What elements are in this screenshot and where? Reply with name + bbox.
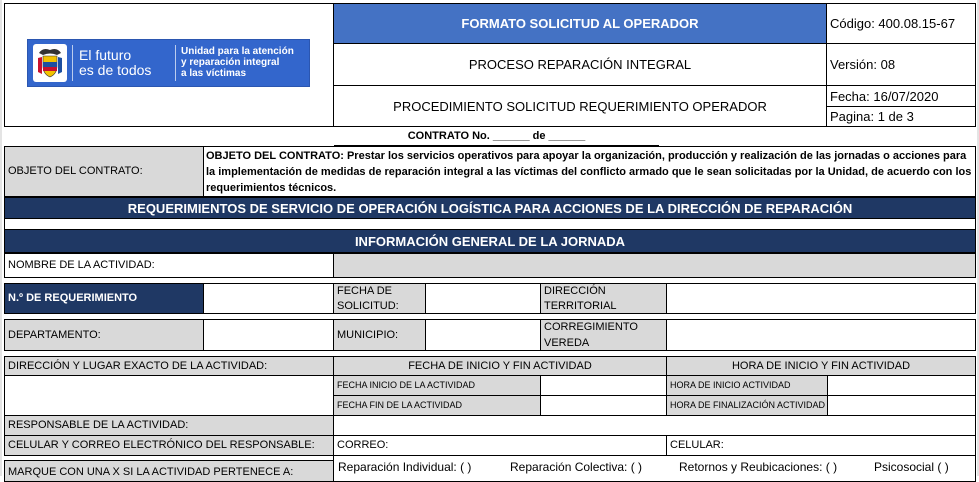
email-label: CORREO: bbox=[337, 439, 389, 451]
contract-object-value: OBJETO DEL CONTRATO: Prestar los servicios operativos para apoyar la organización, producción y realización de las jornadas o acciones para la implementación de medidas de reparación integral a las víctimas del conflicto armado que le sean solicitadas por la Unidad, de acuerdo con los requerimientos técnicos. bbox=[206, 150, 972, 194]
logo-banner bbox=[27, 39, 310, 87]
township-field[interactable] bbox=[666, 319, 976, 351]
municipality-label: MUNICIPIO: bbox=[333, 319, 426, 351]
department-field[interactable] bbox=[203, 319, 334, 351]
cell-label: CELULAR: bbox=[670, 439, 724, 451]
township-label-2: VEREDA bbox=[544, 337, 590, 349]
contract-object-label: OBJETO DEL CONTRATO: bbox=[4, 146, 204, 197]
municipality-field[interactable] bbox=[425, 319, 541, 351]
territorial-label bbox=[540, 283, 667, 314]
requirement-number-field[interactable] bbox=[203, 283, 334, 314]
contract-object-text bbox=[203, 146, 976, 197]
township-label-1: CORREGIMIENTO bbox=[544, 321, 638, 333]
start-hour-label: HORA DE INICIO ACTIVIDAD bbox=[666, 375, 828, 396]
responsible-field[interactable] bbox=[333, 415, 976, 436]
end-hour-label: HORA DE FINALIZACIÓN ACTIVIDAD bbox=[666, 395, 828, 416]
end-hour-field[interactable] bbox=[827, 395, 976, 416]
unit-line-2: y reparación integral bbox=[181, 57, 280, 68]
process-name: PROCESO REPARACIÓN INTEGRAL bbox=[333, 43, 827, 86]
document-code: Código: 400.08.15-67 bbox=[826, 3, 976, 44]
requirements-banner: REQUERIMIENTOS DE SERVICIO DE OPERACIÓN LOGÍSTICA PARA ACCIONES DE LA DIRECCIÓN DE REPARACIÓN bbox=[4, 197, 976, 219]
start-date-label: FECHA INICIO DE LA ACTIVIDAD bbox=[333, 375, 541, 396]
general-info-banner: INFORMACIÓN GENERAL DE LA JORNADA bbox=[4, 229, 976, 253]
request-date-label-2: SOLICITUD: bbox=[337, 300, 399, 312]
department-label: DEPARTAMENTO: bbox=[4, 319, 204, 351]
activity-name-label: NOMBRE DE LA ACTIVIDAD: bbox=[4, 253, 334, 278]
contract-number-line: CONTRATO No. ______ de ______ bbox=[334, 127, 659, 146]
document-page: Pagina: 1 de 3 bbox=[826, 106, 976, 127]
request-date-label-1: FECHA DE bbox=[337, 285, 393, 297]
address-field[interactable] bbox=[4, 375, 334, 416]
document-date: Fecha: 16/07/2020 bbox=[826, 85, 976, 107]
unit-line-3: a las víctimas bbox=[181, 68, 247, 79]
start-hour-field[interactable] bbox=[827, 375, 976, 396]
request-date-label bbox=[333, 283, 426, 314]
option-individual[interactable]: Reparación Individual: ( ) bbox=[338, 460, 472, 474]
email-field[interactable] bbox=[333, 435, 667, 456]
responsible-label: RESPONSABLE DE LA ACTIVIDAD: bbox=[4, 415, 334, 436]
unit-line-1: Unidad para la atención bbox=[181, 46, 294, 57]
township-label bbox=[540, 319, 667, 351]
territorial-field[interactable] bbox=[666, 283, 976, 314]
cell-field[interactable] bbox=[666, 435, 976, 456]
option-collective[interactable]: Reparación Colectiva: ( ) bbox=[510, 460, 643, 474]
territorial-label-2: TERRITORIAL bbox=[544, 300, 617, 312]
document-version: Versión: 08 bbox=[826, 43, 976, 86]
form-title: FORMATO SOLICITUD AL OPERADOR bbox=[333, 3, 827, 44]
territorial-label-1: DIRECCIÓN bbox=[544, 285, 606, 297]
logo-cell bbox=[4, 3, 334, 127]
hours-header: HORA DE INICIO Y FIN ACTIVIDAD bbox=[666, 356, 976, 376]
phone-email-label: CELULAR Y CORREO ELECTRÓNICO DEL RESPONSABLE: bbox=[4, 435, 334, 456]
option-psychosocial[interactable]: Psicosocial ( ) bbox=[874, 460, 949, 474]
request-date-field[interactable] bbox=[425, 283, 541, 314]
option-returns[interactable]: Retornos y Reubicaciones: ( ) bbox=[679, 460, 838, 474]
end-date-field[interactable] bbox=[540, 395, 667, 416]
procedure-name: PROCEDIMIENTO SOLICITUD REQUERIMIENTO OPERADOR bbox=[333, 85, 827, 127]
brand-line-2: es de todos bbox=[79, 62, 152, 78]
requirement-number-label: N.º DE REQUERIMIENTO bbox=[4, 283, 204, 314]
dates-header: FECHA DE INICIO Y FIN ACTIVIDAD bbox=[333, 356, 667, 376]
coat-of-arms-icon bbox=[33, 44, 67, 82]
program-type-label: MARQUE CON UNA X SI LA ACTIVIDAD PERTENECE A: bbox=[4, 460, 334, 482]
end-date-label: FECHA FIN DE LA ACTIVIDAD bbox=[333, 395, 541, 416]
start-date-field[interactable] bbox=[540, 375, 667, 396]
address-label: DIRECCIÓN Y LUGAR EXACTO DE LA ACTIVIDAD: bbox=[4, 356, 334, 376]
activity-name-field[interactable] bbox=[333, 253, 976, 278]
program-type-options bbox=[333, 455, 976, 482]
brand-line-1: El futuro bbox=[79, 47, 132, 63]
